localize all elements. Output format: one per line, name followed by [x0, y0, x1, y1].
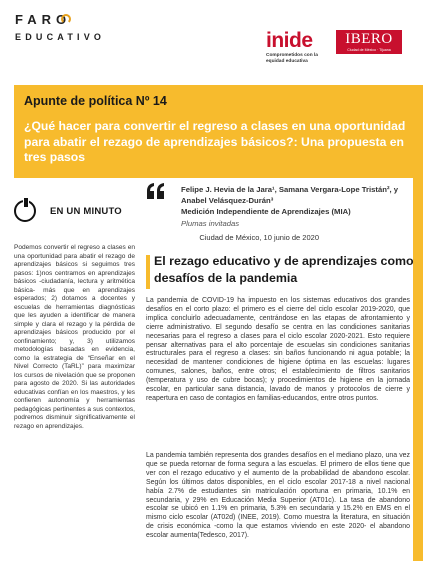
title-band: [14, 85, 423, 178]
stopwatch-icon: [14, 200, 36, 222]
publication-date: Ciudad de México, 10 junio de 2020: [199, 233, 319, 242]
minute-label: EN UN MINUTO: [50, 205, 122, 217]
section-accent-bar: [146, 255, 150, 289]
ibero-logo: [336, 30, 402, 54]
paragraph-2: La pandemia también representa dos grandes desafíos en el mediano plazo, una vez que se pueda retornar de forma segura a las escuelas. El primero de ellos tiene que ver con el rezago educativo y el aumento de la probabilidad de abandono escolar. Según los últimos datos disponibles, en el ciclo escolar 2017-18 a nivel nacional había 2.7% de estudiantes sin matriculación oportuna en primaria, 10.1% en secundaria, y 29% en Educación Media Superior (AT01c). La tasa de abandono escolar se ubicó en 1.1% en primaria, 5.3% en secundaria y 15.2% en EMS en el mismo ciclo escolar (AT02d) (INEE, 2019). Como muestra la literatura, en situación de crisis económica -como la que estamos viviendo en este 2020- el abandono escolar aumenta(Tedesco, 2017).: [146, 452, 410, 540]
inide-logo: [266, 30, 330, 64]
minute-header: [14, 200, 122, 222]
faro-educativo-logo: [15, 12, 120, 42]
authors-role: Plumas invitadas: [181, 218, 240, 228]
lamp-icon: [61, 14, 71, 24]
faro-logo-bottom: EDUCATIVO: [15, 32, 106, 42]
faro-logo-top: FARO: [15, 12, 72, 27]
document-title: ¿Qué hacer para convertir el regreso a clases en una oportunidad para abatir el rezago de aprendizajes básicos?: Una propuesta en tres pasos: [24, 119, 406, 164]
ibero-logo-word: IBERO: [345, 31, 393, 47]
minute-summary: Podemos convertir el regreso a clases en una oportunidad para abatir el rezago de aprendizajes básicos si seguimos tres pasos: 1)nos centramos en aprendizajes básicos -ciudadanía, lectura y aritmética básica- más que en aprendizajes esperados; 2) dotamos a docentes y escuelas de herramientas diagnósticas que les ayuden a identificar de manera simple y clara el rezago y la pérdida de aprendizajes básicos producido por el confinamiento; y, 3) utilizamos metodologías basadas en evidencia, como la estrategia de “Enseñar en el Nivel Correcto (TaRL)” para maximizar los cursos de nivelación que se proponen para agosto de 2020. Si las autoridades educativas confían en los maestros, y les confieren autonomía y herramientas pedagógicas pertinentes a sus contextos, podremos disminuir significativamente el rezago en aprendizajes.: [14, 244, 135, 430]
section-title: El rezago educativo y de aprendizajes como desafíos de la pandemia: [154, 254, 414, 285]
authors-names: Felipe J. Hevia de la Jara¹, Samana Vergara-Lope Tristán², y Anabel Velásquez-Durán³: [181, 185, 399, 206]
series-label: Apunte de política Nº 14: [24, 94, 167, 108]
inide-logo-subtitle: Comprometidos con la equidad educativa: [266, 53, 318, 64]
quote-icon: [146, 182, 166, 200]
ibero-logo-subtitle: Ciudad de México · Tijuana: [347, 48, 391, 52]
authors-block: [181, 184, 416, 229]
right-edge-strip: [413, 178, 423, 561]
authors-institution: Medición Independiente de Aprendizajes (MIA): [181, 207, 351, 217]
paragraph-1: La pandemia de COVID-19 ha impuesto en los sistemas educativos dos grandes desafíos en el corto plazo: el primero es el cierre del ciclo escolar 2019-2020, que implica concluirlo adecuadamente, centrándose en las etapas de afrontamiento y cierre administrativo. El segundo desafío se centra en las condiciones sanitarias necesarias para el regreso a clases para el ciclo escolar 2020-2021. Esto requiere pensar alternativas para el alto porcentaje de escuelas sin condiciones sanitarias estructurales para el regreso a clases: sin baños funcionando ni agua potable; la necesidad de mantener condiciones de higiene óptima en las escuelas: lugares comunes, salones, baños, entre otros; el establecimiento de filtros sanitarios (temperatura y uso de cubre bocas); y procedimientos de higiene en la jornada escolar, en particular sana distancia, lavado de manos y protocolos de cierre y reapertura en caso de contagios en familias-educandos, entre otros puntos.: [146, 297, 410, 402]
inide-logo-word: inide: [266, 29, 313, 52]
